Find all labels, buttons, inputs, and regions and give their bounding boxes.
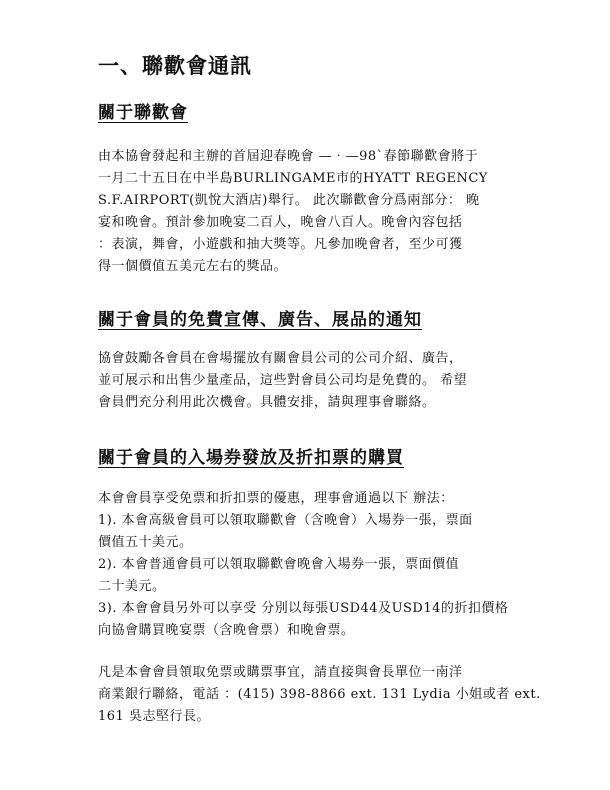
paragraph-line: 1). 本會高級會員可以領取聯歡會（含晚會）入場券一張，票面 [98, 513, 473, 528]
paragraph-line: 一月二十五日在中半島BURLINGAME市的HYATT REGENCY [98, 171, 488, 186]
paragraph-line: 協會鼓勵各會員在會場擺放有關會員公司的公司介紹、廣告， [98, 351, 463, 366]
paragraph-line: 商業銀行聯絡，電話 ：(415) 398-8866 ext. 131 Lydia 小姐或者 ext. [98, 687, 541, 702]
paragraph-line: 會員們充分利用此次機會。具體安排，請與理事會聯絡。 [98, 395, 436, 410]
paragraph-line: 3). 本會會員另外可以享受 分別以每張USD44及USD14的折扣價格 [98, 601, 509, 616]
paragraph-line: 向協會購買晚宴票（含晚會票）和晚會票。 [98, 623, 355, 638]
section-heading-gala: 關于聯歡會 [98, 103, 188, 123]
paragraph-line: 得一個價值五美元左右的獎品。 [98, 259, 288, 274]
paragraph-line: 價值五十美元。 [98, 535, 193, 550]
contact-paragraph [98, 662, 541, 728]
paragraph-line: 本會會員享受免票和折扣票的優惠，理事會通過以下 辦法： [98, 491, 454, 506]
section-body-tickets [98, 488, 538, 642]
paragraph-line: 2). 本會普通會員可以領取聯歡會晚會入場券一張，票面價值 [98, 557, 460, 572]
paragraph-line: 並可展示和出售少量產品，這些對會員公司均是免費的。 希望 [98, 373, 468, 388]
section-body-publicity [98, 348, 538, 414]
paragraph-line: 由本協會發起和主辦的首屆迎春晚會 —‧—98`春節聯歡會將于 [98, 149, 479, 164]
section-heading-publicity: 關于會員的免費宣傳、廣告、展品的通知 [98, 310, 422, 330]
paragraph-line: S.F.AIRPORT(凱悅大酒店)舉行。 此次聯歡會分爲兩部分： 晚 [98, 193, 480, 208]
paragraph-line: 161 吳志堅行長。 [98, 709, 210, 724]
paragraph-line: 凡是本會會員領取免票或購票事宜，請直接與會長單位一南洋 [98, 665, 463, 680]
page-title: 一、聯歡會通訊 [98, 54, 252, 78]
section-heading-tickets: 關于會員的入場券發放及折扣票的購買 [98, 448, 404, 468]
paragraph-line: 二十美元。 [98, 579, 166, 594]
section-body-gala [98, 146, 538, 278]
paragraph-line: 宴和晚會。預計參加晚宴二百人，晚會八百人。晚會內容包括 [98, 215, 463, 230]
paragraph-line: ：表演，舞會，小遊戲和抽大獎等。凡參加晚會者，至少可獲 [98, 237, 463, 252]
